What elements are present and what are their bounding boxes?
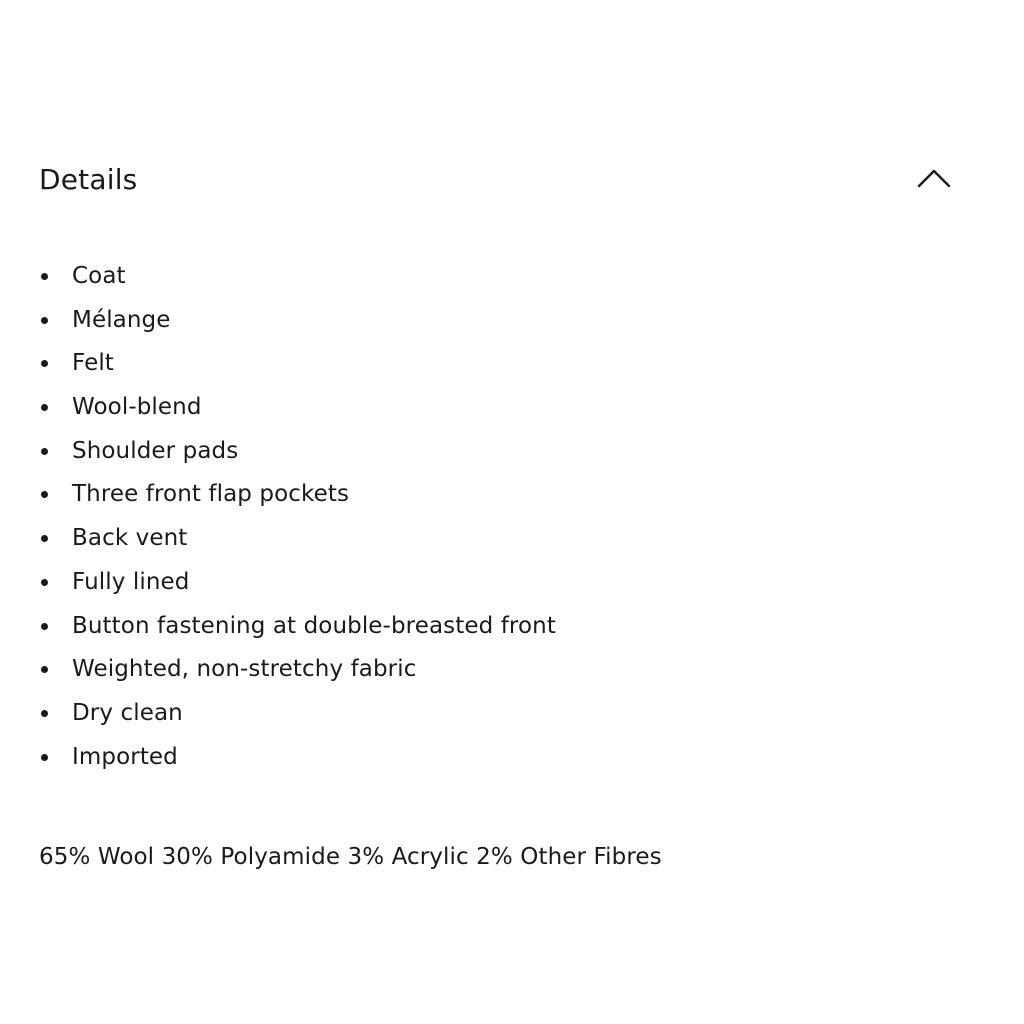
list-item-label: Shoulder pads bbox=[72, 437, 239, 464]
bullet-icon bbox=[41, 273, 48, 280]
chevron-up-icon bbox=[910, 158, 958, 198]
list-item bbox=[0, 341, 1024, 385]
list-item-label: Back vent bbox=[72, 525, 188, 552]
collapse-toggle-button[interactable] bbox=[910, 158, 958, 198]
list-item-label: Three front flap pockets bbox=[72, 481, 350, 508]
list-item-label: Wool-blend bbox=[72, 394, 202, 421]
list-item bbox=[0, 429, 1024, 473]
details-title: Details bbox=[39, 163, 138, 196]
list-item-label: Mélange bbox=[72, 306, 171, 333]
list-item bbox=[0, 691, 1024, 735]
list-item-label: Imported bbox=[72, 743, 178, 770]
bullet-icon bbox=[41, 535, 48, 542]
list-item bbox=[0, 385, 1024, 429]
bullet-icon bbox=[41, 623, 48, 630]
bullet-icon bbox=[41, 710, 48, 717]
bullet-icon bbox=[41, 666, 48, 673]
bullet-icon bbox=[41, 491, 48, 498]
list-item bbox=[0, 254, 1024, 298]
list-item bbox=[0, 735, 1024, 779]
list-item bbox=[0, 604, 1024, 648]
list-item bbox=[0, 298, 1024, 342]
bullet-icon bbox=[41, 360, 48, 367]
list-item-label: Felt bbox=[72, 350, 114, 377]
material-composition: 65% Wool 30% Polyamide 3% Acrylic 2% Other Fibres bbox=[39, 844, 662, 870]
list-item-label: Weighted, non-stretchy fabric bbox=[72, 656, 417, 683]
list-item-label: Dry clean bbox=[72, 699, 183, 726]
list-item bbox=[0, 647, 1024, 691]
bullet-icon bbox=[41, 579, 48, 586]
list-item bbox=[0, 472, 1024, 516]
bullet-icon bbox=[41, 317, 48, 324]
bullet-icon bbox=[41, 448, 48, 455]
list-item-label: Fully lined bbox=[72, 568, 190, 595]
list-item-label: Button fastening at double-breasted front bbox=[72, 612, 556, 639]
list-item bbox=[0, 560, 1024, 604]
details-header[interactable] bbox=[0, 150, 1024, 210]
bullet-icon bbox=[41, 754, 48, 761]
list-item bbox=[0, 516, 1024, 560]
bullet-icon bbox=[41, 404, 48, 411]
list-item-label: Coat bbox=[72, 263, 126, 289]
details-list bbox=[0, 254, 1024, 778]
